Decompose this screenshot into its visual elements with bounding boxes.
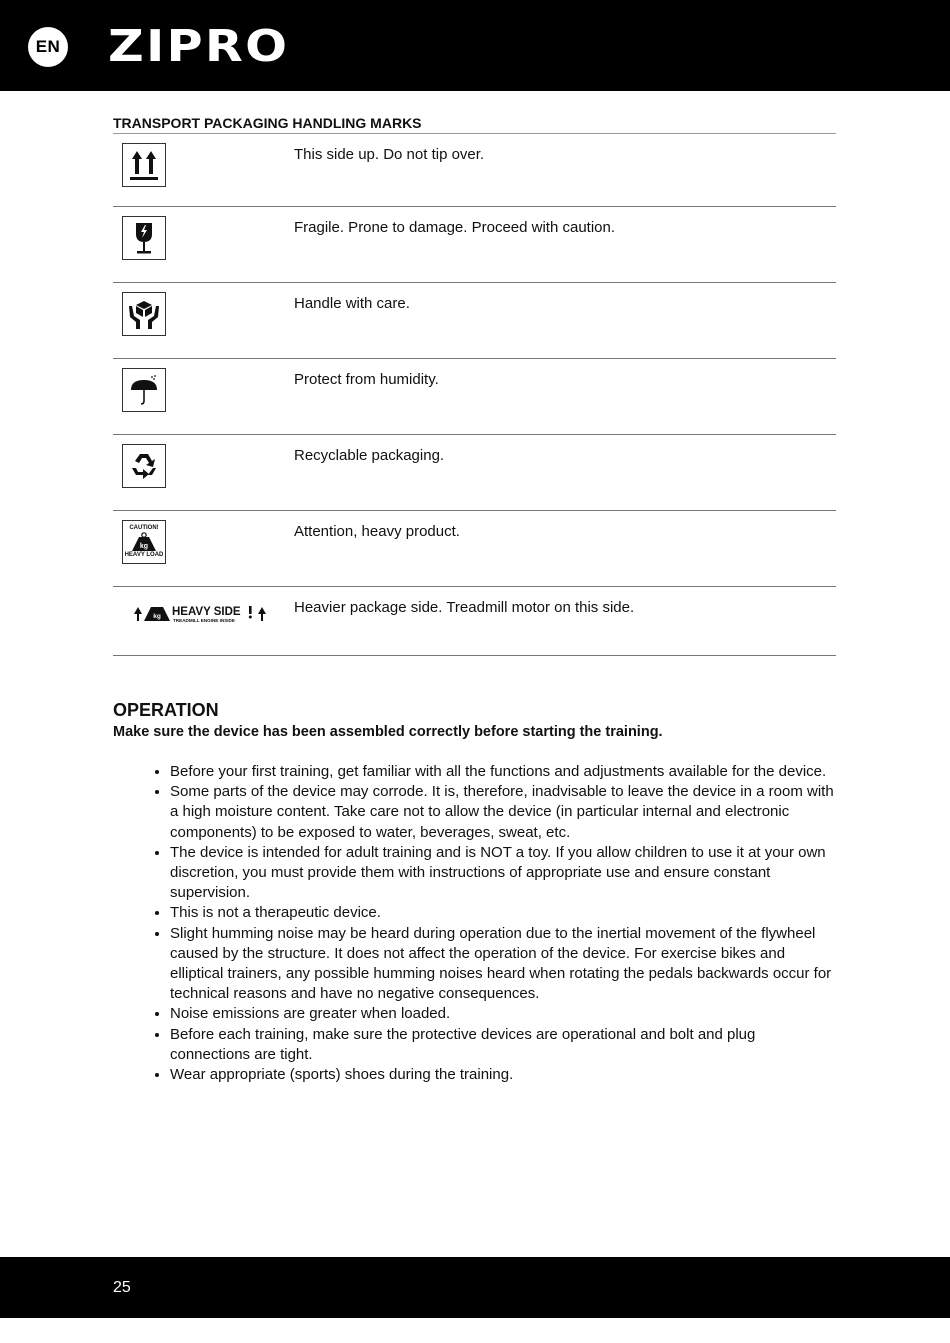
heavy-load-icon	[122, 520, 166, 564]
weight-icon	[131, 532, 157, 552]
list-item: • Before each training, make sure the protective devices are operational and bolt and plug connections are tight.	[170, 1025, 836, 1065]
recycle-icon	[122, 444, 166, 488]
page-number: 25	[113, 1279, 131, 1296]
table-row	[113, 435, 836, 511]
operation-title: OPERATION	[113, 700, 219, 720]
heavy-load-caution-label: CAUTION!	[129, 525, 159, 531]
list-item: • This is not a therapeutic device.	[170, 903, 836, 923]
mark-description: This side up. Do not tip over.	[294, 134, 836, 207]
page-header	[0, 0, 950, 91]
operation-subtitle: Make sure the device has been assembled correctly before starting the training.	[113, 724, 663, 740]
heavy-load-kg-label: kg	[139, 543, 149, 550]
page-footer	[0, 1257, 950, 1318]
heavy-side-label: HEAVY SIDE	[172, 606, 241, 618]
table-row	[113, 359, 836, 435]
operation-bullet-list	[113, 762, 836, 1085]
list-item: • Before your first training, get familiar with all the functions and adjustments available for the device.	[170, 762, 836, 782]
heavy-side-icon	[133, 603, 294, 630]
handling-marks-table	[113, 133, 836, 656]
list-item: • Some parts of the device may corrode. It is, therefore, inadvisable to leave the device in a room with a high moisture content. Take care not to allow the device (in particular internal and electronic components) to be exposed to water, beverages, sweat, etc.	[170, 782, 836, 843]
mark-description: Fragile. Prone to damage. Proceed with caution.	[294, 207, 836, 283]
table-row	[113, 283, 836, 359]
list-item: • Slight humming noise may be heard during operation due to the inertial movement of the flywheel caused by the structure. It does not affect the operation of the device. For exercise bikes and elliptical trainers, any possible humming noises heard when rotating the pedals backwards occur for technical reasons and have no negative consequences.	[170, 924, 836, 1005]
transport-marks-title: TRANSPORT PACKAGING HANDLING MARKS	[113, 115, 422, 131]
heavy-side-kg-label: kg	[153, 613, 161, 620]
table-row	[113, 207, 836, 283]
list-item: • The device is intended for adult training and is NOT a toy. If you allow children to use it at your own discretion, you must provide them with instructions of appropriate use and ensure constant supervision.	[170, 843, 836, 904]
this-side-up-icon	[122, 143, 166, 187]
list-item: • Wear appropriate (sports) shoes during the training.	[170, 1065, 836, 1085]
handle-with-care-icon	[122, 292, 166, 336]
mark-description: Protect from humidity.	[294, 359, 836, 435]
language-badge: EN	[28, 27, 68, 67]
fragile-glass-icon	[122, 216, 166, 260]
table-row	[113, 511, 836, 587]
heavy-side-sub-label: TREADMILL ENGINE INSIDE	[173, 618, 235, 623]
umbrella-icon	[122, 368, 166, 412]
mark-description: Heavier package side. Treadmill motor on this side.	[294, 587, 836, 656]
mark-description: Attention, heavy product.	[294, 511, 836, 587]
mark-description: Handle with care.	[294, 283, 836, 359]
heavy-load-bottom-label: HEAVY LOAD	[124, 552, 164, 558]
table-row	[113, 587, 836, 656]
page-content	[113, 113, 836, 1085]
mark-description: Recyclable packaging.	[294, 435, 836, 511]
table-row	[113, 134, 836, 207]
brand-logo: ZIPRO	[108, 21, 290, 72]
list-item: • Noise emissions are greater when loaded.	[170, 1004, 836, 1024]
